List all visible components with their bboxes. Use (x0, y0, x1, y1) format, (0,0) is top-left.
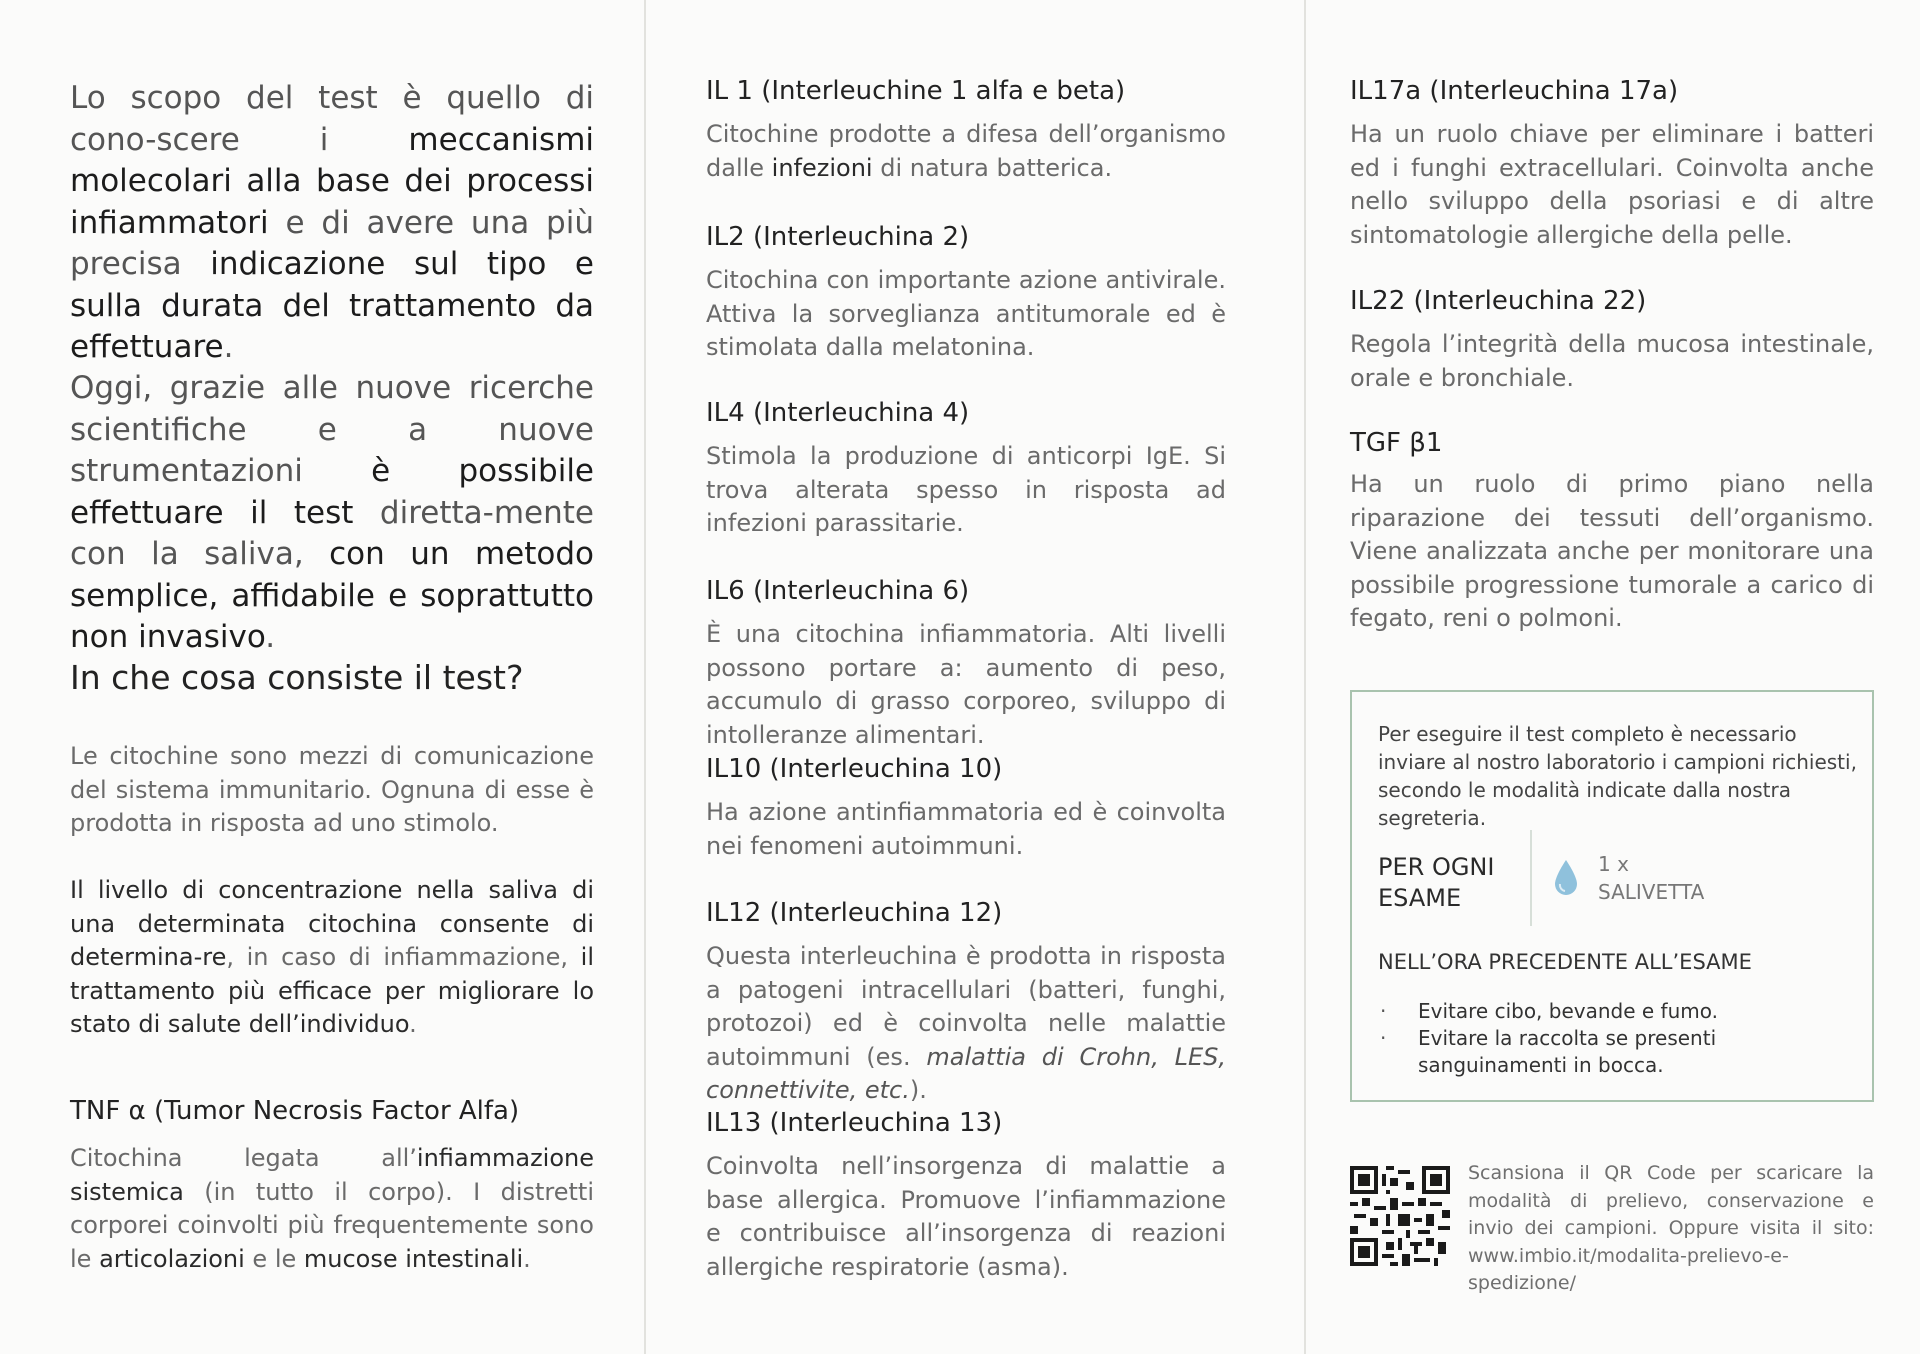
water-drop-icon (1552, 858, 1580, 898)
tgf-description: Ha un ruolo di primo piano nella riparazione dei tessuti dell’organismo. Viene analizzata anche per monitorare una possibile progressione tumorale a carico di fegato, reni o polmoni. (1350, 470, 1874, 632)
cytokine-intro-paragraph: Le citochine sono mezzi di comunicazione del sistema immunitario. Ognuna di esse è prodotta in risposta ad uno stimolo. (70, 742, 594, 837)
panel-right (1306, 0, 1920, 1354)
il12-title: IL12 (Interleuchina 12) (706, 898, 1003, 928)
instructions-box (1350, 690, 1874, 1102)
il4-title: IL4 (Interleuchina 4) (706, 398, 970, 428)
il17-title: IL17a (Interleuchina 17a) (1350, 76, 1679, 106)
intro-highlight-method: con un metodo semplice, affidabile e soprattutto non invasivo (70, 536, 594, 655)
intro-paragraph-2: Oggi, grazie alle nuove ricerche scientifiche e a nuove strumentazioni è possibile effettuare il test diretta-mente con la saliva, con un metodo semplice, affidabile e soprattutto non invasivo. (70, 370, 594, 655)
section-title: In che cosa consiste il test? (70, 658, 524, 697)
il1-description: Citochine prodotte a difesa dell’organismo dalle infezioni di natura batterica. (706, 120, 1226, 182)
il10-description: Ha azione antinfiammatoria ed è coinvolta nei fenomeni autoimmuni. (706, 798, 1226, 860)
il13-title: IL13 (Interleuchina 13) (706, 1108, 1003, 1138)
intro-highlight-mechanisms: meccanismi molecolari alla base dei processi infiammatori (70, 121, 594, 241)
list-item: · Evitare la raccolta se presenti sanguinamenti in bocca. (1378, 1025, 1858, 1079)
intro-paragraph-1: Lo scopo del test è quello di cono-scere i meccanismi molecolari alla base dei processi infiammatori e di avere una più precisa indicazione sul tipo e sulla durata del trattamento da effettuare. (70, 80, 594, 365)
panel-left (0, 0, 644, 1354)
il17-description: Ha un ruolo chiave per eliminare i batteri ed i funghi extracellulari. Coinvolta anche nello sviluppo della psoriasi e di altre sintomatologie allergiche della pelle. (1350, 120, 1874, 249)
list-item: · Evitare cibo, bevande e fumo. (1378, 998, 1858, 1025)
il6-title: IL6 (Interleuchina 6) (706, 576, 970, 606)
qr-code-icon[interactable] (1350, 1166, 1450, 1266)
panel-middle (646, 0, 1304, 1354)
intro-highlight-possible: è possibile effettuare il test (70, 453, 594, 531)
il13-description: Coinvolta nell’insorgenza di malattie a base allergica. Promuove l’infiammazione e contribuisce all’insorgenza di reazioni allergiche respiratorie (asma). (706, 1152, 1226, 1281)
tgf-title: TGF β1 (1350, 428, 1443, 458)
il2-description: Citochina con importante azione antivirale. Attiva la sorveglianza antitumorale ed è stimolata dalla melatonina. (706, 266, 1226, 361)
tnf-description: Citochina legata all’infiammazione sistemica (in tutto il corpo). I distretti corporei coinvolti più frequentemente sono le articolazioni e le mucose intestinali. (70, 1144, 594, 1273)
il12-description: Questa interleuchina è prodotta in risposta a patogeni intracellulari (batteri, funghi, protozoi) ed è coinvolta nelle malattie autoimmuni (es. malattia di Crohn, LES, connettivite, etc.). (706, 942, 1227, 1104)
tnf-title: TNF α (Tumor Necrosis Factor Alfa) (70, 1096, 520, 1126)
il2-title: IL2 (Interleuchina 2) (706, 222, 970, 252)
sample-type: SALIVETTA (1598, 880, 1705, 904)
qr-instructions: Scansiona il QR Code per scaricare la modalità di prelievo, conservazione e invio dei campioni. Oppure visita il sito: www.imbio.it/modalita-prelievo-e-spedizione/ (1468, 1162, 1874, 1294)
per-exam-label: PER OGNI ESAME (1378, 853, 1495, 912)
il6-description: È una citochina infiammatoria. Alti livelli possono portare a: aumento di peso, accumulo di grasso corporeo, sviluppo di intolleranze alimentari. (706, 620, 1226, 749)
concentration-paragraph: Il livello di concentrazione nella saliva di una determinata citochina consente di determina-re, in caso di infiammazione, il trattamento più efficace per migliorare lo stato di salute dell’individuo. (70, 876, 594, 1038)
pre-exam-list (1378, 998, 1858, 1079)
il10-title: IL10 (Interleuchina 10) (706, 754, 1003, 784)
il22-description: Regola l’integrità della mucosa intestinale, orale e bronchiale. (1350, 330, 1874, 392)
box-intro-text: Per eseguire il test completo è necessario inviare al nostro laboratorio i campioni richiesti, secondo le modalità indicate dalla nostra segreteria. (1378, 722, 1857, 830)
pre-exam-note-title: NELL’ORA PRECEDENTE ALL’ESAME (1378, 950, 1752, 974)
box-divider (1530, 830, 1532, 926)
sample-quantity: 1 x (1598, 852, 1629, 876)
sample-info (1598, 850, 1704, 906)
il4-description: Stimola la produzione di anticorpi IgE. Si trova alterata spesso in risposta ad infezioni parassitarie. (706, 442, 1226, 537)
il22-title: IL22 (Interleuchina 22) (1350, 286, 1647, 316)
intro-highlight-treatment: indicazione sul tipo e sulla durata del trattamento da effettuare (70, 246, 594, 365)
il1-title: IL 1 (Interleuchine 1 alfa e beta) (706, 76, 1126, 106)
